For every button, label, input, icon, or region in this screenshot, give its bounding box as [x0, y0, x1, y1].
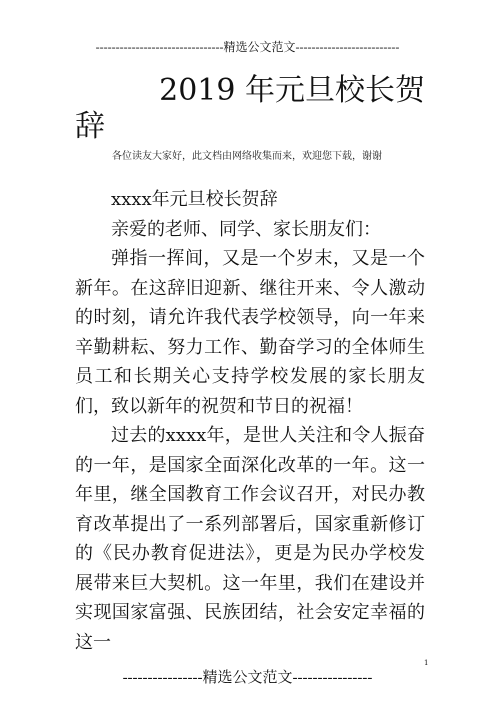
paragraph-greeting: 弹指一挥间，又是一个岁末，又是一个新年。在这辞旧迎新、继往开来、令人激动的时刻，请允许我代表学校领导，向一年来辛勤耕耘、努力工作、勤奋学习的全体师生员工和长期关心支持学校发展的家长朋友们，致以新年的祝贺和节日的祝福！: [75, 248, 425, 417]
salutation: 亲爱的老师、同学、家长朋友们：: [111, 218, 381, 240]
document-title: 2019 年元旦校长贺: [159, 73, 425, 108]
page-header: --------------------------------精选公文范文--------------------------: [95, 40, 400, 54]
body-heading: xxxx年元旦校长贺辞: [111, 189, 278, 210]
paragraph-past-year: 过去的xxxx年，是世人关注和令人振奋的一年，是国家全面深化改革的一年。这一年里，继全国教育工作会议召开，对民办教育改革提出了一系列部署后，国家重新修订的《民办教育促进法》，更是为民办学校发展带来巨大契机。这一年里，我们在建设并实现国家富强、民族团结，社会安定幸福的这一: [75, 425, 425, 653]
page-footer: ----------------精选公文范文----------------: [122, 670, 373, 686]
document-title-continuation: 辞: [75, 109, 105, 144]
document-body: [75, 185, 425, 657]
page-number: 1: [424, 659, 429, 667]
download-notice: 各位读友大家好，此文档由网络收集而来，欢迎您下载，谢谢: [112, 151, 382, 162]
